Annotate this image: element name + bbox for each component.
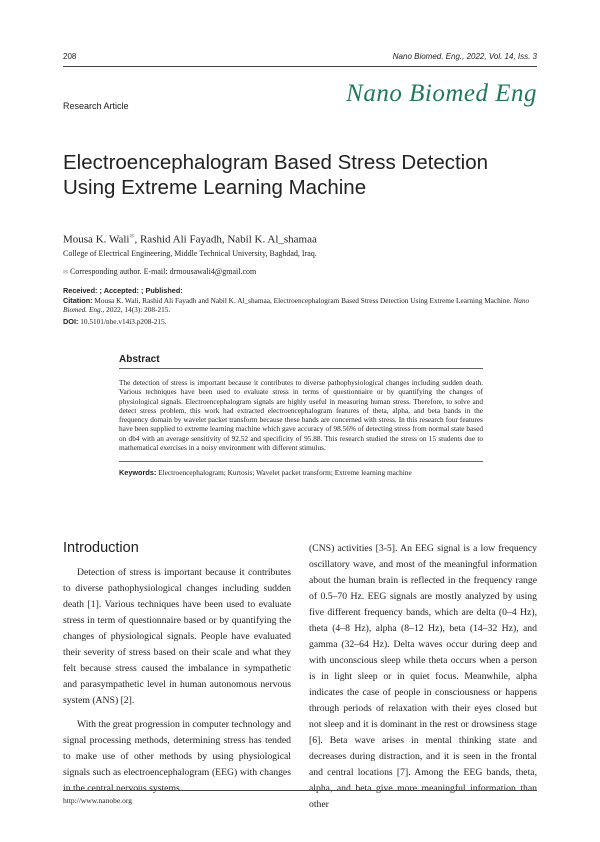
article-title: Electroencephalogram Based Stress Detection Using Extreme Learning Machine xyxy=(63,151,489,199)
paragraph: Detection of stress is important because it contributes to diverse pathophysiological changes including sudden death [1]. Various techniques have been used to evaluate stress in term of questionnaire based or by quantifying the changes of physiological signals. People have evaluated their severity of stress based on their scale and what they felt because stress caused the imbalance in sympathetic and parasympathetic level in human autonomous nervous system (ANS) [2]. xyxy=(63,567,291,706)
section-heading-introduction: Introduction xyxy=(63,540,139,556)
corresponding-text: Corresponding author. E-mail: drmousawali4@gmail.com xyxy=(70,267,257,276)
first-author: Mousa K. Wali xyxy=(63,233,130,246)
footer-url[interactable]: http://www.nanobe.org xyxy=(63,796,132,805)
citation-journal: Nano Biomed. Eng. xyxy=(63,296,530,315)
mail-icon: ✉ xyxy=(63,270,69,276)
header-rule xyxy=(63,66,537,67)
abstract-rule xyxy=(119,461,483,462)
affiliation: College of Electrical Engineering, Middle Technical University, Baghdad, Iraq. xyxy=(63,249,317,258)
citation-label: Citation: xyxy=(63,296,93,305)
doi xyxy=(63,317,167,326)
text-column-right xyxy=(309,541,537,813)
abstract-heading: Abstract xyxy=(119,354,483,369)
doi-link[interactable]: 10.5101/nbe.v14i3.p208-215. xyxy=(78,317,167,326)
author-list xyxy=(63,233,317,246)
citation xyxy=(63,296,537,314)
abstract-box xyxy=(119,354,483,477)
journal-reference: Nano Biomed. Eng., 2022, Vol. 14, Iss. 3 xyxy=(392,52,537,61)
paragraph: (CNS) activities [3-5]. An EEG signal is a low frequency oscillatory wave, and most of the meaningful information about the human brain is reflected in the frequency range of 0.5–70 Hz. EEG signals are mostly analyzed by using five different frequency bands, which are delta (0–4 Hz), theta (4–8 Hz), alpha (8–12 Hz), beta (14–32 Hz), and gamma (32–64 Hz). Delta waves occur during deep and with unconscious sleep while theta occurs when a person is in light sleep or in quiet focus. Meanwhile, alpha indicates the case of people in consciousness or happens through periods of relaxation with their eyes closed but not sleep and it is dominant in the rest or drowsiness stage [6]. Beta wave arises in mental thinking state and decreases during distraction, and it is seen in the frontal and central locations [7]. Among the EEG bands, theta, alpha, and beta give more meaningful information than other xyxy=(309,543,537,810)
article-type: Research Article xyxy=(63,101,129,111)
keywords xyxy=(119,468,483,477)
citation-text: Mousa K. Wali, Rashid Ali Fayadh and Nabil K. Al_shamaa, Electroencephalogram Based Stress Detection Using Extreme Learning Machine. xyxy=(92,296,514,305)
page-number: 208 xyxy=(63,52,77,61)
citation-tail: , 2022, 14(3): 208-215. xyxy=(102,305,171,315)
mail-icon: ✉ xyxy=(129,234,135,240)
abstract-body: The detection of stress is important because it contributes to diverse pathophysiological changes including sudden death. Various techniques have been used to evaluate stress in terms of questionnaire or by quantifying the changes of physiological signals. Electroencephalogram signals are highly useful in measuring human stress. Therefore, to solve and detect stress problem, this work had extracted electroencephalogram features of theta, alpha, and beta bands in the frequency domain by wavelet packet transform because these bands are concerned with stress. In this research four features have been supplied to extreme learning machine which gave accuracy of 98.56% of detecting stress from normal state based on db4 with an average sensitivity of 92.52 and specificity of 95.88. This research studied the stress on 15 students due to mathematical exercises in a noisy environment with different stimulus. xyxy=(119,378,483,452)
journal-logo: Nano Biomed Eng xyxy=(346,80,537,107)
keywords-label: Keywords: xyxy=(119,468,157,477)
footer-rule xyxy=(63,790,537,791)
received-dates: Received: ; Accepted: ; Published: xyxy=(63,286,183,295)
paragraph: With the great progression in computer technology and signal processing methods, determining stress has tended to make use of other methods by using physiological signals such as electroencephalogram (EEG) with changes in the central nervous systems xyxy=(63,719,291,794)
doi-label: DOI: xyxy=(63,317,79,326)
keywords-list: Electroencephalogram; Kurtosis; Wavelet packet transform; Extreme learning machine xyxy=(156,468,412,477)
other-authors: , Rashid Ali Fayadh, Nabil K. Al_shamaa xyxy=(134,233,317,246)
corresponding-author xyxy=(63,267,256,276)
text-column-left xyxy=(63,565,291,797)
